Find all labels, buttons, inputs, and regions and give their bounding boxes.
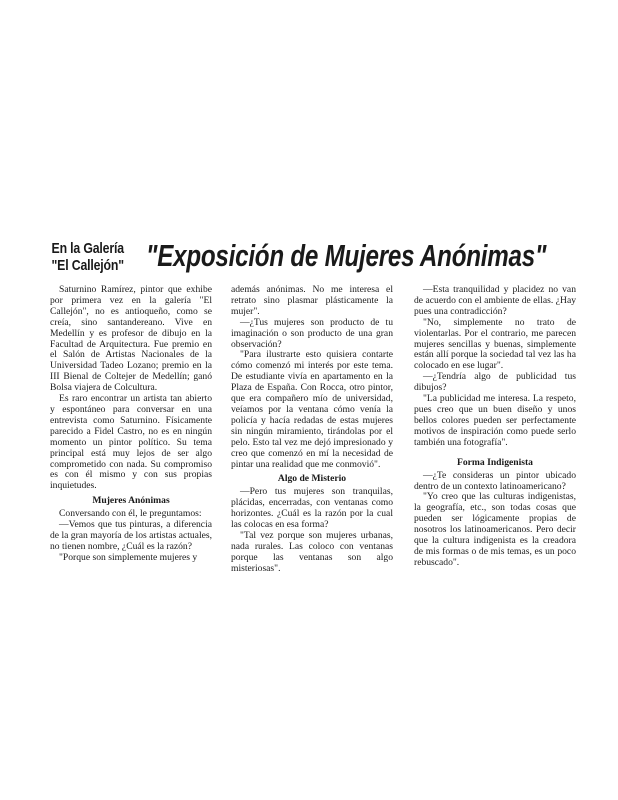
- paragraph: además anónimas. No me interesa el retrato sino plasmar plásticamente la mujer".: [231, 284, 393, 317]
- paragraph: "Porque son simplemente mujeres y: [59, 551, 198, 563]
- kicker: [50, 240, 125, 274]
- newspaper-clipping: [50, 240, 580, 580]
- subheading: Mujeres Anónimas: [92, 495, 170, 507]
- paragraph: —¿Te consideras un pintor ubicado dentro de un contexto latinoamericano?: [414, 469, 576, 492]
- paragraph: "Para ilustrarte esto quisiera contarte cómo comenzó mi interés por este tema. De estudiante vivía en apartamento en la Plaza de España. Con Rocca, otro pintor, que era compañero mío de universidad, veíamos por la ventana cómo venía la policía y hacía redadas de estas mujeres sin ningún miramiento, tirándolas por el pelo. Esto tal vez me dejó impresionado y creo que comenzó en mí la necesidad de pintar una realidad que me conmovió".: [231, 349, 393, 470]
- paragraph: "Yo creo que las culturas indigenistas, la geografía, etc., son todas cosas que pueden ser lógicamente propias de nosotros los latinoamericanos. Pero decir que la cultura indigenista es la creadora de mis formas o de mis temas, es un poco rebuscado".: [414, 491, 576, 568]
- kicker-line-2: "El Callejón": [51, 257, 124, 274]
- paragraph: —Vemos que tus pinturas, a diferencia de la gran mayoría de los artistas actuales, no tienen nombre, ¿Cuál es la razón?: [50, 519, 212, 552]
- paragraph: —¿Tus mujeres son producto de tu imaginación o son producto de una gran observación?: [231, 316, 393, 350]
- paragraph: —Esta tranquilidad y placidez no van de acuerdo con el ambiente de ellas. ¿Hay pues una contradicción?: [414, 284, 576, 317]
- paragraph: —¿Tendría algo de publicidad tus dibujos?: [414, 371, 576, 394]
- subheading: Algo de Misterio: [277, 473, 347, 485]
- paragraph: "La publicidad me interesa. La respeto, pues creo que un buen diseño y unos bellos colores pueden ser perfectamente motivos de inspiración como puede serlo también una fotografía".: [414, 393, 576, 448]
- headline: "Exposición de Mujeres Anónimas": [146, 238, 547, 273]
- paragraph: "No, simplemente no trato de violentarlas. Por el contrario, me parecen mujeres sencillas y buenas, simplemente están allí porque la sociedad tal vez las ha colocado en ese lugar".: [414, 316, 576, 372]
- paragraph: Saturnino Ramírez, pintor que exhibe por primera vez en la galería "El Callejón", no es antioqueño, como se creía, sino santandereano. Vive en Medellín y es profesor de dibujo en la Facultad de Arquitectura. Fue premio en el Salón de Artistas Nacionales de la Universidad Tadeo Lozano; premio en la III Bienal de Coltejer de Medellín; ganó Bolsa viajera de Colcultura.: [50, 284, 212, 394]
- column-3: [414, 285, 576, 569]
- paragraph: —Pero tus mujeres son tranquilas, plácidas, encerradas, con ventanas como horizontes. ¿Cuál es la razón por la cual las colocas en esa forma?: [231, 486, 393, 531]
- kicker-line-1: En la Galería: [51, 240, 124, 257]
- paragraph: "Tal vez porque son mujeres urbanas, nada rurales. Las coloco con ventanas porque las ventanas son algo misteriosas".: [231, 530, 393, 574]
- paragraph: Es raro encontrar un artista tan abierto y espontáneo para conversar en una entrevista como Saturnino. Físicamente parecido a Fidel Castro, no es en ningún momento un pintor político. Su tema principal está muy lejos de ser algo comprometido con nada. Su compromiso es con él mismo y con sus propias inquietudes.: [50, 393, 212, 492]
- subheading: Forma Indigenista: [457, 456, 533, 468]
- column-1: [50, 285, 212, 564]
- paragraph: Conversando con él, le preguntamos:: [59, 508, 202, 520]
- column-2: [231, 285, 393, 575]
